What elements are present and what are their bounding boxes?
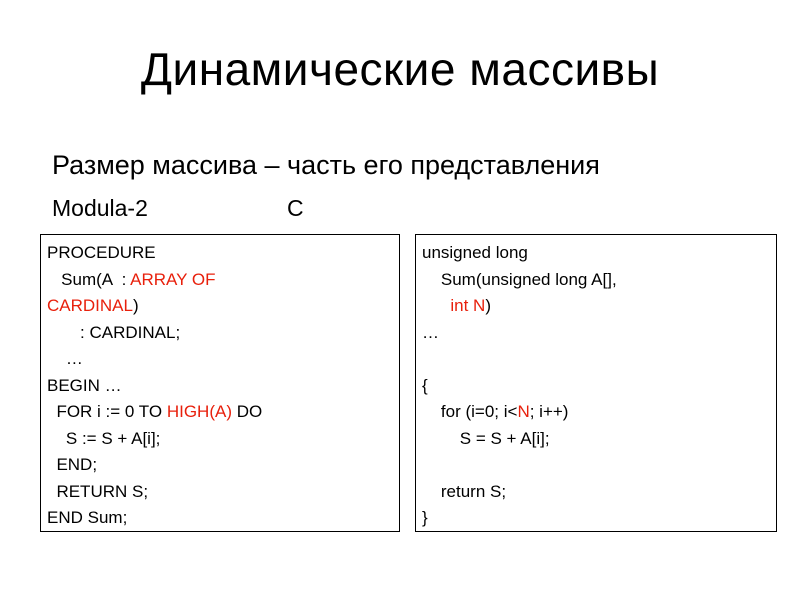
code-text	[422, 296, 450, 315]
code-line	[47, 346, 393, 373]
code-line	[422, 240, 770, 267]
code-text: END;	[47, 455, 98, 474]
code-text: …	[422, 322, 439, 342]
code-text: …	[47, 349, 83, 368]
code-text: FOR i := 0 TO	[47, 402, 167, 421]
code-line	[422, 426, 770, 453]
code-text: BEGIN …	[47, 375, 122, 395]
code-text: : CARDINAL;	[47, 322, 181, 342]
code-text: Sum(A :	[47, 269, 131, 289]
code-highlight: int N	[450, 296, 486, 315]
code-line	[422, 267, 770, 294]
code-text: for (i=0; i<	[422, 402, 518, 421]
code-line	[422, 373, 770, 400]
language-label-modula: Modula-2	[52, 195, 148, 221]
slide-title: Динамические массивы	[140, 43, 660, 95]
code-line	[422, 505, 770, 532]
language-label-c: C	[287, 195, 304, 221]
code-highlight: N	[517, 402, 530, 421]
code-highlight: CARDINAL	[47, 296, 133, 315]
code-line	[47, 505, 393, 532]
code-line	[422, 399, 770, 426]
slide-subtitle: Размер массива – часть его представления	[52, 150, 600, 180]
code-text: S = S + A[i];	[422, 428, 550, 448]
code-text: ; i++)	[529, 402, 569, 421]
code-line	[47, 452, 393, 479]
code-text: DO	[232, 402, 263, 421]
code-text: RETURN S;	[47, 481, 149, 501]
code-text: }	[422, 508, 428, 527]
code-line	[47, 267, 393, 294]
code-text: {	[422, 375, 428, 395]
code-line	[422, 346, 770, 373]
code-text: END Sum;	[47, 508, 128, 527]
code-line	[422, 479, 770, 506]
code-line	[47, 479, 393, 506]
code-text: Sum(unsigned long A[],	[422, 269, 617, 289]
code-line	[47, 293, 393, 320]
code-line	[47, 240, 393, 267]
code-text: PROCEDURE	[47, 243, 156, 262]
modula-code-box	[40, 234, 400, 532]
code-line	[47, 320, 393, 347]
code-text: unsigned long	[422, 243, 528, 262]
code-text: )	[485, 296, 491, 315]
code-highlight: ARRAY OF	[130, 269, 216, 289]
code-line	[422, 452, 770, 479]
code-line	[47, 373, 393, 400]
code-highlight: HIGH(A)	[166, 402, 232, 421]
code-line	[47, 426, 393, 453]
code-text: return S;	[422, 481, 507, 501]
code-text: )	[132, 296, 139, 315]
code-line	[47, 399, 393, 426]
code-line	[422, 320, 770, 347]
code-text: S := S + A[i];	[47, 428, 161, 448]
c-code-box	[415, 234, 777, 532]
code-line	[422, 293, 770, 320]
